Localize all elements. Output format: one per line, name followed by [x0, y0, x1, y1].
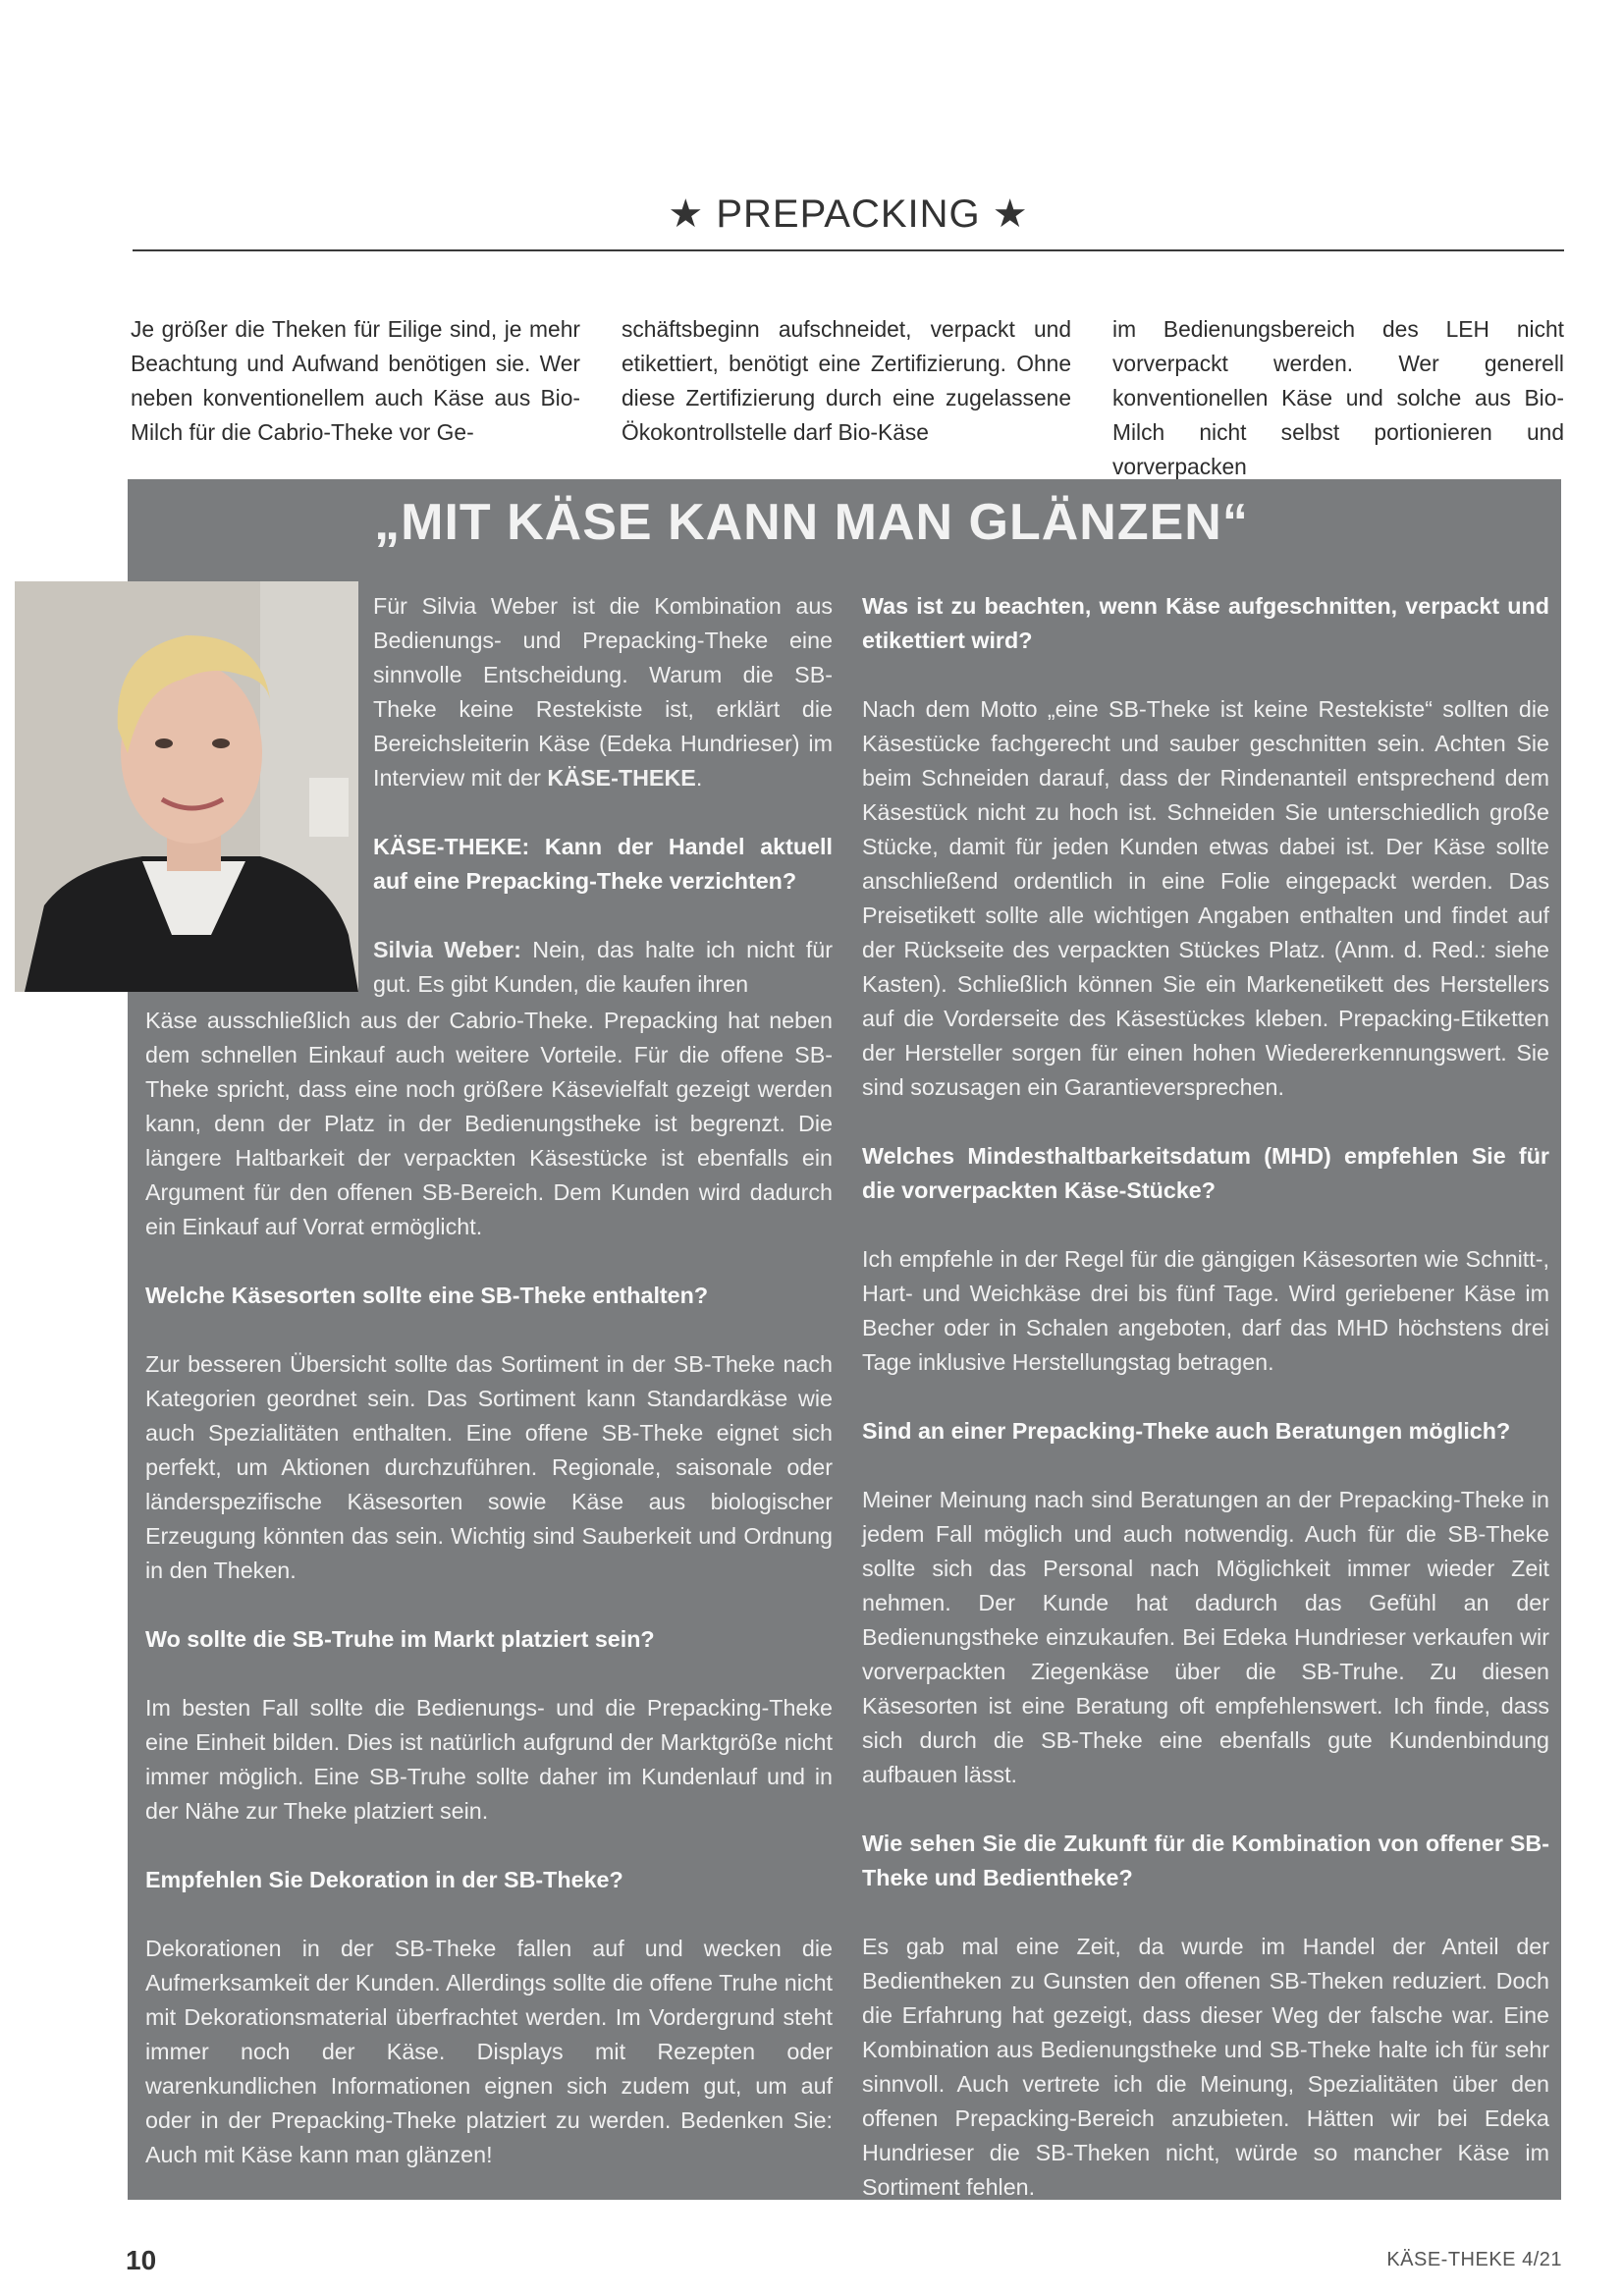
intro-column-1: Je größer die Theken für Eilige sind, je mehr Beachtung und Aufwand benötigen sie. Wer neben konventionellem auch Käse aus Bio-Milch für die Cabrio-Theke vor Ge-: [131, 316, 580, 445]
answer-3: Im besten Fall sollte die Bedienungs- und die Prepacking-Theke eine Einheit bilden. Dies ist natürlich aufgrund der Marktgröße nicht immer möglich. Eine SB-Truhe sollte daher im Kundenlauf und in der Nähe zur Theke platziert sein.: [145, 1695, 833, 1824]
question-8: Wie sehen Sie die Zukunft für die Kombination von offener SB-Theke und Bedientheke?: [862, 1831, 1549, 1890]
page-number: 10: [126, 2245, 157, 2275]
answer-6: Ich empfehle in der Regel für die gängigen Käsesorten wie Schnitt-, Hart- und Weichkäse drei bis fünf Tage. Wird geriebener Käse im Becher oder in Schalen angeboten, darf das MHD höchstens drei Tage inklusive Herstellungstag betragen.: [862, 1246, 1549, 1375]
lead-text: Für Silvia Weber ist die Kombination aus Bedienungs- und Prepacking-Theke eine sinnvolle Entscheidung. Warum die SB-Theke keine Restekiste ist, erklärt die Bereichsleiterin Käse (Edeka Hundrieser) im Interview mit der: [373, 593, 833, 791]
lead-period: .: [695, 765, 703, 791]
section-header: [133, 187, 1564, 251]
portrait-illustration: [15, 581, 358, 992]
intro-column-3: im Bedienungsbereich des LEH nicht vorverpackt werden. Wer generell konventionellen Käse und solche aus Bio-Milch nicht selbst portionieren und vorverpacken: [1112, 316, 1564, 479]
interview-left-upper: [373, 589, 833, 1002]
answer-1-start: [373, 933, 833, 1002]
answer-8: Es gab mal eine Zeit, da wurde im Handel der Anteil der Bedientheken zu Gunsten den offenen SB-Theken reduziert. Doch die Erfahrung hat gezeigt, dass dieser Weg der falsche war. Eine Kombination aus Bedienungstheke und SB-Theke halte ich für sehr sinnvoll. Auch vertrete ich die Meinung, Spezialitäten über den offenen Prepacking-Bereich anzubieten. Hätten wir bei Edeka Hundrieser die SB-Theken nicht, würde so mancher Käse im Sortiment fehlen.: [862, 1934, 1549, 2200]
question-6: Welches Mindesthaltbarkeitsdatum (MHD) empfehlen Sie für die vorverpackten Käse-Stücke?: [862, 1143, 1549, 1203]
magazine-issue: KÄSE-THEKE 4/21: [1386, 2249, 1562, 2270]
section-title: ★ PREPACKING ★: [668, 192, 1029, 236]
portrait-photo: [15, 581, 358, 992]
question-4: Empfehlen Sie Dekoration in der SB-Theke?: [145, 1867, 623, 1892]
answer-4: Dekorationen in der SB-Theke fallen auf und wecken die Aufmerksamkeit der Kunden. Allerdings sollte die offene Truhe nicht mit Dekorationsmaterial überfrachtet werden. Im Vordergrund steht immer noch der Käse. Displays mit Rezepten oder warenkundlichen Informationen eignen sich zudem gut, um auf oder in der Prepacking-Theke platziert zu werden. Bedenken Sie: Auch mit Käse kann man glänzen!: [145, 1936, 833, 2167]
intro-column-2: schäftsbeginn aufschneidet, verpackt und etikettiert, benötigt eine Zertifizierung. Ohne diese Zertifizierung durch eine zugelassene Ökokontrollstelle darf Bio-Käse: [622, 316, 1071, 445]
answer-2: Zur besseren Übersicht sollte das Sortiment in der SB-Theke nach Kategorien geordnet sein. Das Sortiment kann Standardkäse wie auch Spezialitäten enthalten. Eine offene SB-Theke eignet sich perfekt, um Aktionen durchzuführen. Regionale, saisonale oder länderspezifische Käsesorten sowie Käse aus biologischer Erzeugung könnten das sein. Wichtig sind Sauberkeit und Ordnung in den Theken.: [145, 1351, 833, 1583]
lead-magazine-name: KÄSE-THEKE: [547, 765, 696, 791]
interview-left-lower: [145, 1004, 833, 2172]
answer-1-intro: Nein, das halte ich nicht für gut. Es gibt Kunden, die kaufen ihren: [373, 937, 833, 997]
question-3: Wo sollte die SB-Truhe im Markt platziert sein?: [145, 1626, 655, 1652]
interview-title: „MIT KÄSE KANN MAN GLÄNZEN“: [374, 494, 1249, 551]
question-7: Sind an einer Prepacking-Theke auch Beratungen möglich?: [862, 1418, 1511, 1444]
question-5: Was ist zu beachten, wenn Käse aufgeschnitten, verpackt und etikettiert wird?: [862, 593, 1549, 653]
interview-right-column: [862, 589, 1549, 2205]
answer-7: Meiner Meinung nach sind Beratungen an der Prepacking-Theke in jedem Fall möglich und auch notwendig. Auch für die SB-Theke sollte sich das Personal nach Möglichkeit immer wieder Zeit nehmen. Der Kunde hat dadurch das Gefühl an der Bedienungstheke einzukaufen. Bei Edeka Hundrieser verkaufen wir vorverpackten Ziegenkäse über die SB-Truhe. Zu diesen Käsesorten ist eine Beratung oft empfehlenswert. Ich finde, dass sich durch die SB-Theke eine ebenfalls gute Kundenbindung aufbauen lässt.: [862, 1487, 1549, 1787]
question-2: Welche Käsesorten sollte eine SB-Theke enthalten?: [145, 1283, 709, 1308]
question-1: KÄSE-THEKE: Kann der Handel aktuell auf eine Prepacking-Theke verzichten?: [373, 834, 833, 894]
speaker-name: Silvia Weber:: [373, 937, 521, 962]
answer-5: Nach dem Motto „eine SB-Theke ist keine Restekiste“ sollten die Käsestücke fachgerecht und sauber geschnitten sein. Achten Sie beim Schneiden darauf, dass der Rindenanteil entsprechend dem Käsestück nicht zu hoch ist. Schneiden Sie unterschiedlich große Stücke, damit für jeden Kunden etwas dabei ist. Der Käse sollte anschließend ordentlich in eine Folie eingepackt werden. Das Preisetikett sollte alle wichtigen Angaben enthalten und findet auf der Rückseite des verpackten Stückes Platz. (Anm. d. Red.: siehe Kasten). Schließlich können Sie ein Markenetikett des Herstellers auf die Vorderseite des Käsestückes kleben. Prepacking-Etiketten der Hersteller sorgen für einen hohen Wiedererkennungswert. Sie sind sozusagen ein Garantieversprechen.: [862, 696, 1549, 1100]
answer-1-rest: Käse ausschließlich aus der Cabrio-Theke. Prepacking hat neben dem schnellen Einkauf auch weitere Vorteile. Für die offene SB-Theke spricht, dass eine noch größere Käsevielfalt gezeigt werden kann, denn der Platz in der Bedienungstheke ist begrenzt. Die längere Haltbarkeit der verpackten Käsestücke ist ebenfalls ein Argument für den offenen SB-Bereich. Dem Kunden wird dadurch ein Einkauf auf Vorrat ermöglicht.: [145, 1008, 833, 1239]
interview-lead: [373, 589, 833, 795]
